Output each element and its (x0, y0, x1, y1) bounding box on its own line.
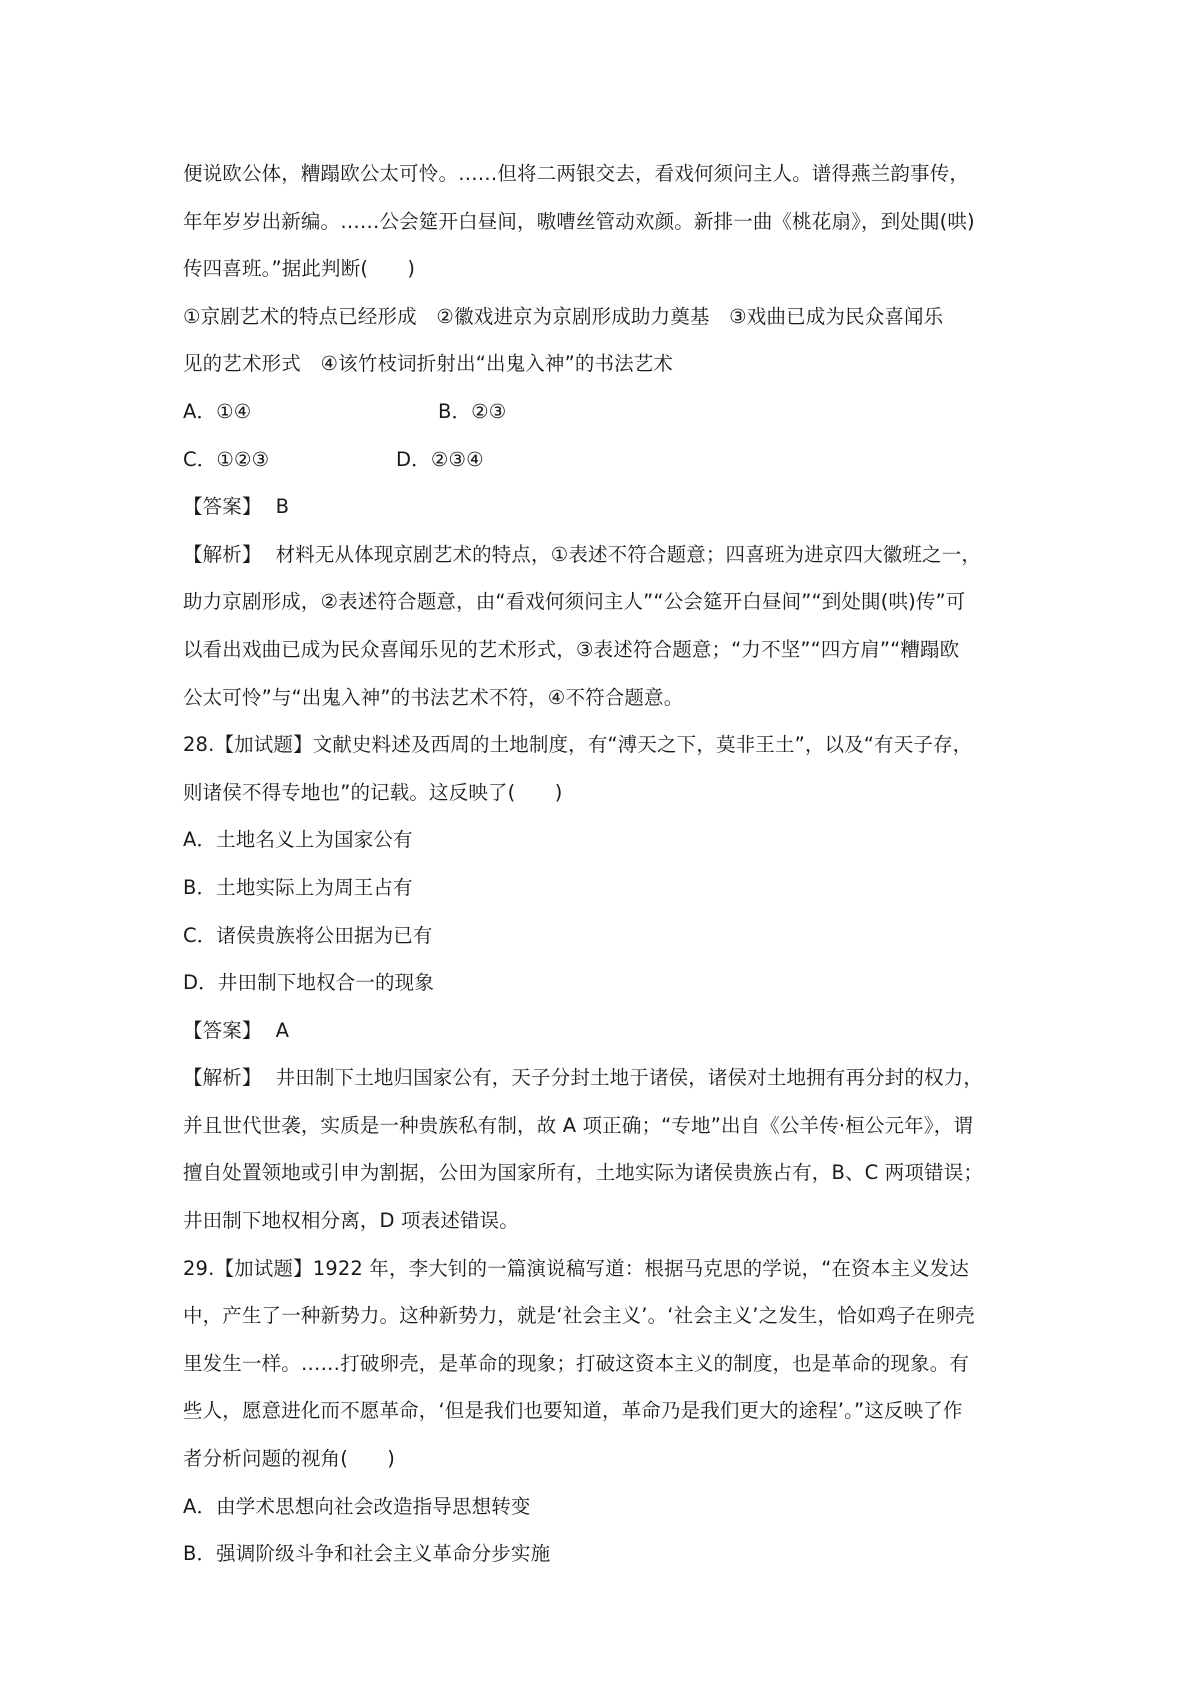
analysis-text: 井田制下土地归国家公有，天子分封土地于诸侯，诸侯对土地拥有再分封的权力， (275, 1066, 984, 1090)
analysis-tag: 【解析】 (183, 542, 262, 566)
q28-option: A．土地名义上为国家公有 (183, 828, 413, 852)
q28-stem-line: 则诸侯不得专地也”的记载。这反映了( ) (183, 780, 563, 804)
q27-option-b: B．②③ (438, 399, 507, 423)
answer-value: B (275, 495, 290, 519)
analysis-text: 材料无从体现京剧艺术的特点，①表述不符合题意；四喜班为进京四大徽班之一， (275, 542, 981, 566)
q28-analysis-line: 并且世代世袭，实质是一种贵族私有制，故 A 项正确；“专地”出自《公羊传·桓公元年》，谓 (183, 1113, 973, 1137)
q27-analysis-line: 公太可怜”与“出鬼入神”的书法艺术不符，④不符合题意。 (183, 685, 684, 709)
answer-tag: 【答案】 (183, 495, 262, 519)
q29-option: B．强调阶级斗争和社会主义革命分步实施 (183, 1542, 551, 1566)
q29-option: A．由学术思想向社会改造指导思想转变 (183, 1494, 531, 1518)
question-text: 文献史料述及西周的土地制度，有“溥天之下，莫非王土”，以及“有天子存， (312, 733, 973, 757)
q29-stem-line: 者分析问题的视角( ) (183, 1447, 396, 1471)
q27-answer (183, 483, 1028, 531)
q27-option-a: A．①④ (183, 399, 252, 423)
analysis-tag: 【解析】 (183, 1066, 262, 1090)
answer-tag: 【答案】 (183, 1018, 262, 1042)
question-number: 29. (183, 1256, 215, 1280)
question-number: 28. (183, 733, 215, 757)
q29-stem-line (183, 1245, 1028, 1293)
q28-option: C．诸侯贵族将公田据为已有 (183, 923, 433, 947)
question-tag: 【加试题】 (214, 733, 313, 757)
q28-analysis-line: 井田制下地权相分离，D 项表述错误。 (183, 1209, 519, 1233)
q27-statement-line: ①京剧艺术的特点已经形成 ②徽戏进京为京剧形成助力奠基 ③戏曲已成为民众喜闻乐 (183, 304, 944, 328)
q27-option-d: D．②③④ (396, 447, 484, 471)
q29-stem-line: 中，产生了一种新势力。这种新势力，就是‘社会主义’。‘社会主义’之发生，恰如鸡子在卵壳 (183, 1304, 975, 1328)
q27-stem-line: 传四喜班。”据此判断( ) (183, 257, 416, 281)
q28-answer (183, 1007, 1028, 1055)
q29-stem-line: 里发生一样。……打破卵壳，是革命的现象；打破这资本主义的制度，也是革命的现象。有 (183, 1351, 970, 1375)
q27-options-row-2 (183, 436, 1028, 484)
q29-stem-line: 些人，愿意进化而不愿革命，‘但是我们也要知道，革命乃是我们更大的途程’。”这反映了作 (183, 1399, 963, 1423)
document-page (183, 150, 1028, 1578)
q28-option: B．土地实际上为周王占有 (183, 875, 413, 899)
answer-value: A (275, 1018, 290, 1042)
q28-option: D．井田制下地权合一的现象 (183, 971, 434, 995)
q28-analysis-line: 擅自处置领地或引申为割据，公田为国家所有，土地实际为诸侯贵族占有，B、C 两项错误； (183, 1161, 983, 1185)
q27-option-c: C．①②③ (183, 447, 270, 471)
q27-analysis-line: 助力京剧形成，②表述符合题意，由“看戏何须问主人”“公会筵开白昼间”“到处閧(哄)传”可 (183, 590, 966, 614)
q28-stem-line (183, 721, 1028, 769)
q27-options-row-1 (183, 388, 1028, 436)
q27-analysis-line: 以看出戏曲已成为民众喜闻乐见的艺术形式，③表述符合题意；“力不坚”“四方肩”“糟蹋欧 (183, 637, 960, 661)
q28-analysis-line (183, 1054, 1028, 1102)
q27-stem-line: 年年岁岁出新编。……公会筵开白昼间，嗷嘈丝管动欢颜。新排一曲《桃花扇》，到处閧(哄) (183, 209, 975, 233)
question-tag: 【加试题】 (214, 1256, 313, 1280)
q27-analysis-line (183, 531, 1028, 579)
question-text: 1922 年，李大钊的一篇演说稿写道：根据马克思的学说，“在资本主义发达 (312, 1256, 970, 1280)
q27-stem-line: 便说欧公体，糟蹋欧公太可怜。……但将二两银交去，看戏何须问主人。谱得燕兰韵事传， (183, 162, 970, 185)
q27-statement-line: 见的艺术形式 ④该竹枝词折射出“出鬼入神”的书法艺术 (183, 352, 674, 376)
